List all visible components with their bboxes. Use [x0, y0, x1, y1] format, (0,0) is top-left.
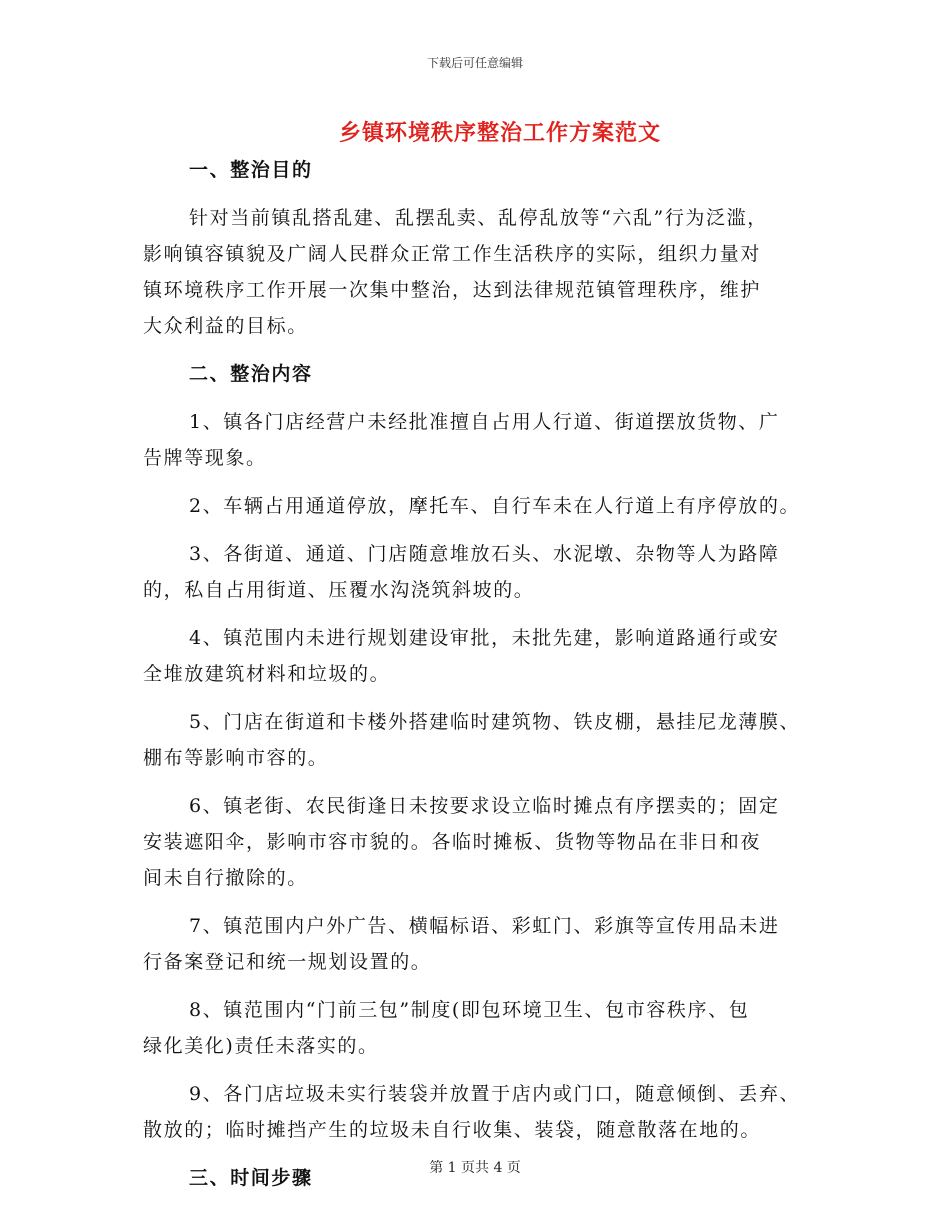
list-item-line: 全堆放建筑材料和垃圾的。	[143, 663, 391, 685]
list-item	[143, 488, 823, 524]
list-item	[143, 404, 823, 476]
list-item-line: 3、各街道、通道、门店随意堆放石头、水泥墩、杂物等人为路障	[189, 543, 780, 565]
section-heading-content: 二、整治内容	[189, 363, 313, 385]
list-item-line: 7、镇范围内户外广告、横幅标语、彩虹门、彩旗等宣传用品未进	[189, 915, 780, 937]
list-item-line: 安装遮阳伞，影响市容市貌的。各临时摊板、货物等物品在非日和夜	[143, 831, 762, 853]
document-title: 乡镇环境秩序整治工作方案范文	[338, 120, 661, 146]
list-item-line: 6、镇老街、农民街逢日未按要求设立临时摊点有序摆卖的；固定	[189, 795, 780, 817]
list-item-line: 的，私自占用街道、压覆水沟浇筑斜坡的。	[143, 579, 535, 601]
list-item	[143, 788, 823, 896]
list-item-line: 4、镇范围内未进行规划建设审批，未批先建，影响道路通行或安	[189, 627, 780, 649]
paragraph-line: 大众利益的目标。	[143, 315, 308, 337]
list-item-line: 8、镇范围内“门前三包”制度(即包环境卫生、包市容秩序、包	[189, 999, 750, 1021]
list-item-line: 散放的；临时摊挡产生的垃圾未自行收集、装袋，随意散落在地的。	[143, 1119, 762, 1141]
list-item-line: 行备案登记和统一规划设置的。	[143, 951, 432, 973]
paragraph-line: 针对当前镇乱搭乱建、乱摆乱卖、乱停乱放等“六乱”行为泛滥，	[189, 207, 768, 229]
list-item	[143, 992, 823, 1064]
list-item-line: 2、车辆占用通道停放，摩托车、自行车未在人行道上有序停放的。	[189, 495, 801, 517]
list-item	[143, 908, 823, 980]
list-item	[143, 536, 823, 608]
list-item-line: 告牌等现象。	[143, 447, 267, 469]
list-item	[143, 704, 823, 776]
list-item-line: 棚布等影响市容的。	[143, 747, 329, 769]
list-item	[143, 620, 823, 692]
document-body	[143, 152, 823, 1196]
list-item-line: 间未自行撤除的。	[143, 867, 308, 889]
list-item-line: 9、各门店垃圾未实行装袋并放置于店内或门口，随意倾倒、丢弃、	[189, 1083, 801, 1105]
paragraph-line: 镇环境秩序工作开展一次集中整治，达到法律规范镇管理秩序，维护	[143, 279, 762, 301]
section-heading-timeline: 三、时间步骤	[189, 1167, 313, 1189]
list-item	[143, 1076, 823, 1148]
page-header: 下载后可任意编辑	[426, 56, 523, 70]
section-heading-purpose: 一、整治目的	[189, 159, 313, 181]
list-item-line: 5、门店在街道和卡楼外搭建临时建筑物、铁皮棚，悬挂尼龙薄膜、	[189, 711, 801, 733]
list-item-line: 绿化美化)责任未落实的。	[143, 1035, 379, 1057]
page-footer: 第 1 页共 4 页	[429, 1160, 521, 1176]
list-item-line: 1、镇各门店经营户未经批准擅自占用人行道、街道摆放货物、广	[189, 411, 780, 433]
paragraph-line: 影响镇容镇貌及广阔人民群众正常工作生活秩序的实际，组织力量对	[143, 243, 762, 265]
